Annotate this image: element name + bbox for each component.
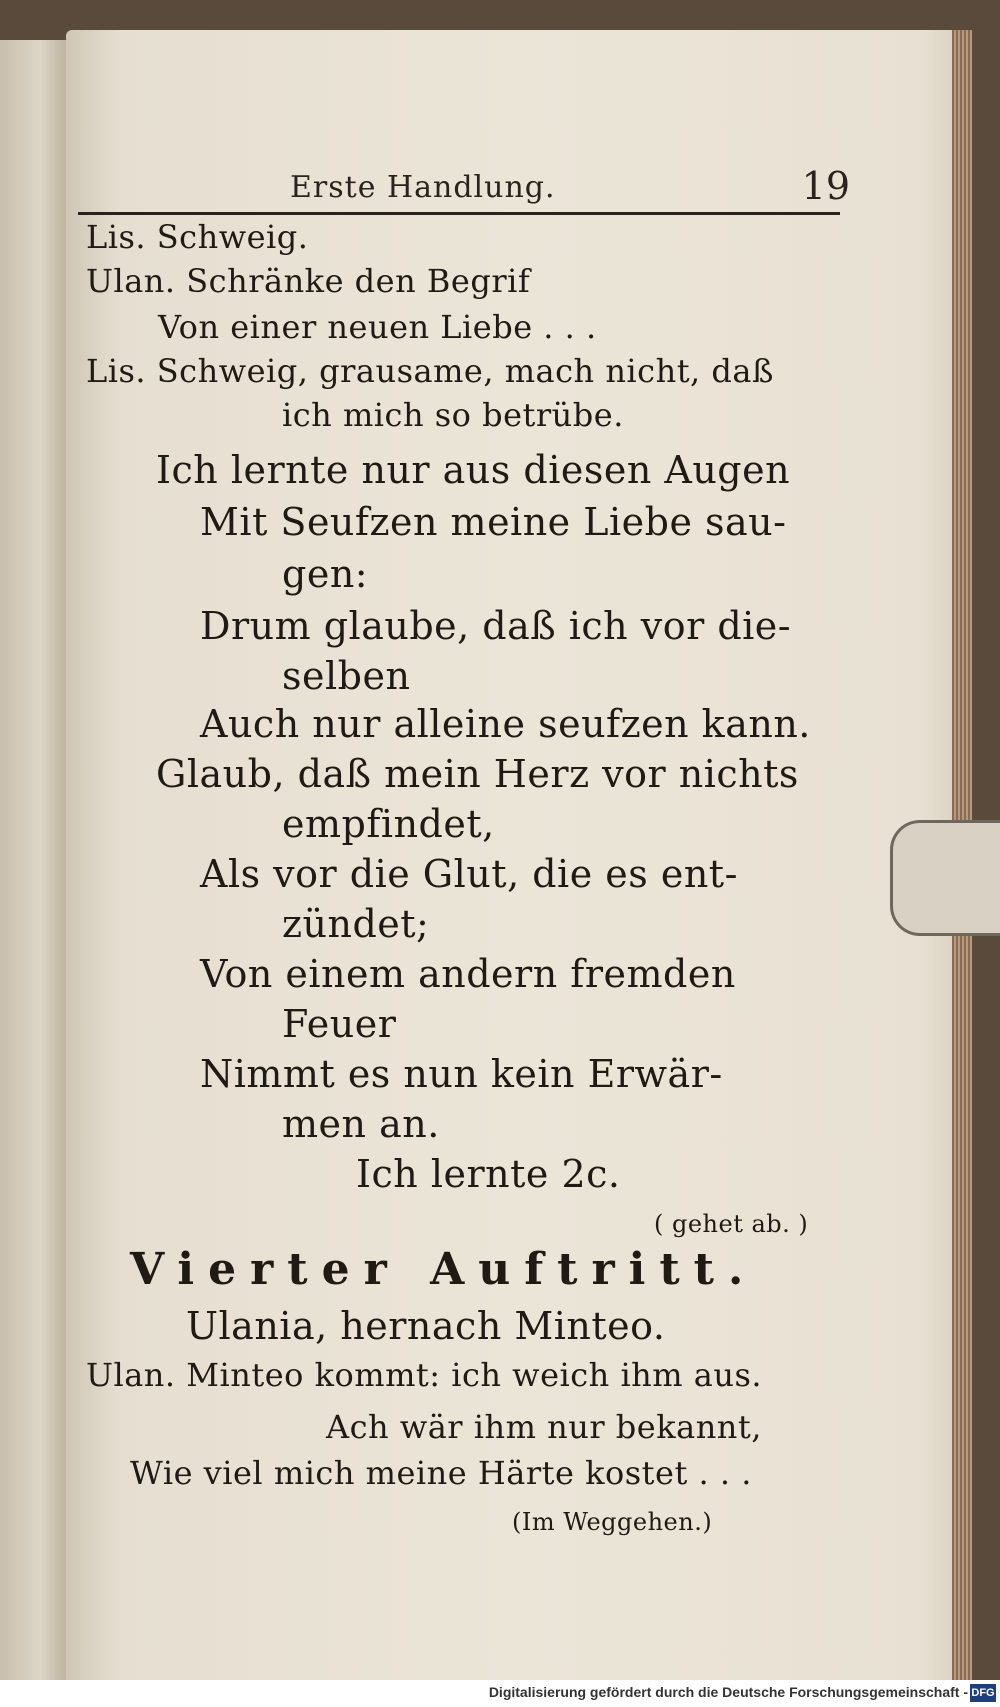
text-line: Lis. Schweig, grausame, mach nicht, daß [86,352,774,390]
text-line: Ulan. Schränke den Begrif [86,262,531,300]
text-line: ich mich so betrübe. [282,396,624,434]
scene-heading: Vierter Auftritt. [130,1244,758,1295]
text-line: zündet; [282,902,430,946]
thumb-tab [890,820,1000,936]
text-line: Ulania, hernach Minteo. [186,1304,666,1348]
text-line: Drum glaube, daß ich vor die- [200,604,792,648]
text-line: Von einem andern fremden [200,952,736,996]
text-line: Nimmt es nun kein Erwär- [200,1052,723,1096]
page-number: 19 [801,164,850,208]
text-line: empfindet, [282,802,495,846]
text-line: Lis. Schweig. [86,218,309,256]
text-line: Von einer neuen Liebe . . . [158,308,597,346]
text-line: Feuer [282,1002,397,1046]
facing-page-edge [0,40,72,1680]
header-rule [78,212,840,215]
text-line: Mit Seufzen meine Liebe sau- [200,500,787,544]
text-line: Ach wär ihm nur bekannt, [326,1408,762,1446]
text-line: Auch nur alleine seufzen kann. [200,702,811,746]
text-line: Glaub, daß mein Herz vor nichts [156,752,799,796]
digitization-credit: Digitalisierung gefördert durch die Deutsche Forschungsgemeinschaft - [488,1684,968,1700]
dfg-logo: DFG [970,1684,996,1702]
stage-direction: (Im Weggehen.) [512,1508,713,1536]
footer [0,1680,1000,1707]
text-line: Wie viel mich meine Härte kostet . . . [130,1454,752,1492]
stage-direction: ( gehet ab. ) [654,1210,809,1238]
text-line: Als vor die Glut, die es ent- [200,852,738,896]
text-line: Ich lernte nur aus diesen Augen [156,448,791,492]
text-line: men an. [282,1102,440,1146]
text-line: gen: [282,552,369,596]
text-line: selben [282,654,411,698]
text-line: Ulan. Minteo kommt: ich weich ihm aus. [86,1356,763,1394]
text-line: Ich lernte 2c. [356,1152,621,1196]
running-head: Erste Handlung. [290,170,556,205]
